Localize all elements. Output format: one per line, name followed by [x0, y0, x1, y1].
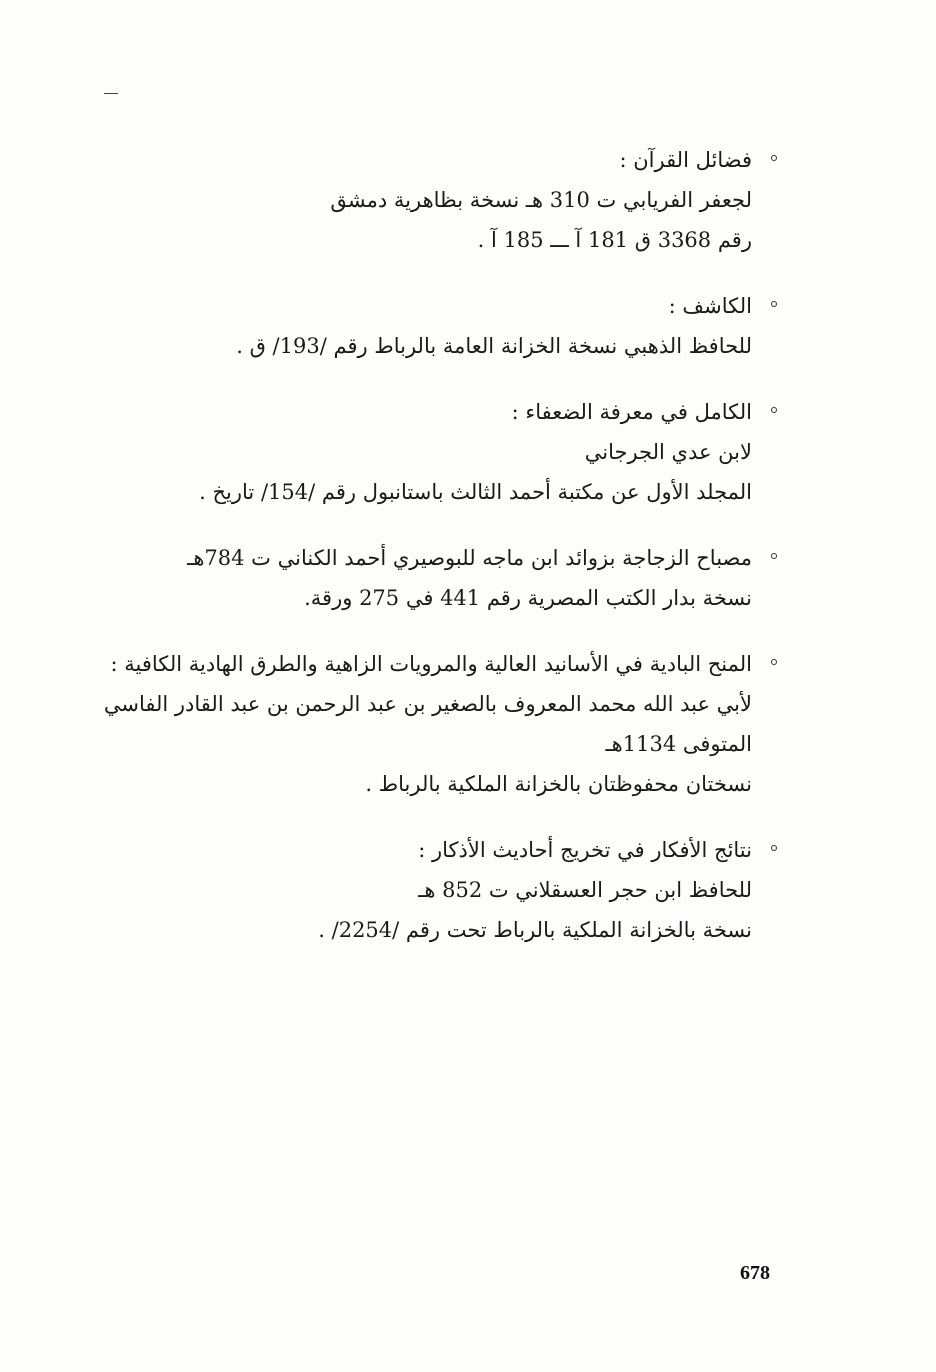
entry-title: الكامل في معرفة الضعفاء : — [511, 400, 752, 424]
bibliography-entry — [80, 538, 780, 618]
entry-line: للحافظ ابن حجر العسقلاني ت 852 هـ — [418, 878, 752, 902]
bibliography-entry — [80, 392, 780, 512]
entry-line: المجلد الأول عن مكتبة أحمد الثالث باستانبول رقم /154/ تاريخ . — [199, 480, 752, 504]
bullet-icon — [771, 553, 777, 559]
scan-mark — [104, 93, 118, 94]
entry-title: فضائل القرآن : — [619, 148, 752, 172]
bibliography-entry — [80, 140, 780, 260]
page-number: 678 — [740, 1262, 770, 1284]
entry-line: لأبي عبد الله محمد المعروف بالصغير بن عبد الرحمن بن عبد القادر الفاسي — [103, 692, 752, 716]
entry-title: نتائج الأفكار في تخريج أحاديث الأذكار : — [418, 838, 752, 862]
entry-line: نسخة بدار الكتب المصرية رقم 441 في 275 ورقة. — [304, 586, 752, 610]
bullet-icon — [771, 407, 777, 413]
bullet-icon — [771, 845, 777, 851]
bullet-icon — [771, 659, 777, 665]
entry-line: للحافظ الذهبي نسخة الخزانة العامة بالرباط رقم /193/ ق . — [236, 334, 752, 358]
entry-line: نسختان محفوظتان بالخزانة الملكية بالرباط . — [365, 772, 752, 796]
entry-line: لابن عدي الجرجاني — [584, 440, 752, 464]
bibliography-entry — [80, 644, 780, 804]
entry-line: المتوفى 1134هـ — [605, 732, 752, 756]
bullet-icon — [771, 301, 777, 307]
bibliography-entry — [80, 286, 780, 366]
bibliography-list — [80, 140, 780, 976]
entry-line: رقم 3368 ق 181 آ ـــ 185 آ . — [477, 228, 752, 252]
bullet-icon — [771, 155, 777, 161]
entry-line: نسخة بالخزانة الملكية بالرباط تحت رقم /2254/ . — [318, 918, 752, 942]
bibliography-entry — [80, 830, 780, 950]
entry-title: الكاشف : — [668, 294, 752, 318]
entry-line: لجعفر الفريابي ت 310 هـ نسخة بظاهرية دمشق — [330, 188, 752, 212]
entry-title: مصباح الزجاجة بزوائد ابن ماجه للبوصيري أحمد الكناني ت 784هـ — [187, 546, 752, 570]
entry-title: المنح البادية في الأسانيد العالية والمرويات الزاهية والطرق الهادية الكافية : — [110, 652, 752, 676]
